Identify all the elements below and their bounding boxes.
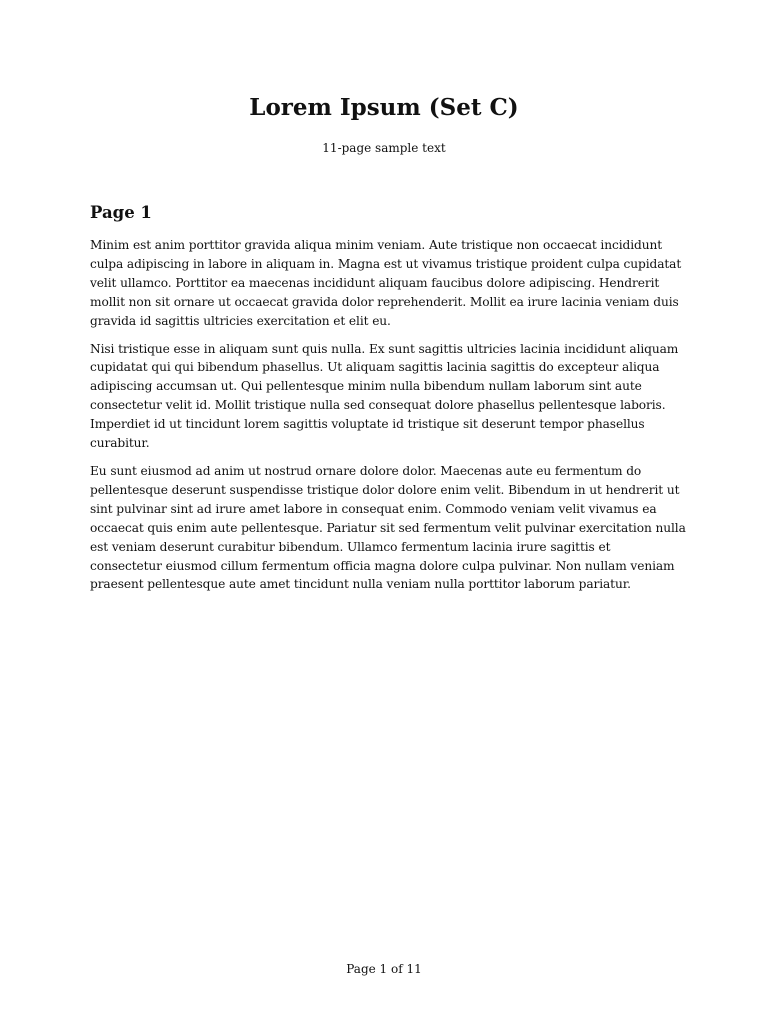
- paragraph: Eu sunt eiusmod ad anim ut nostrud ornare dolore dolor. Maecenas aute eu fermentum do pellentesque deserunt suspendisse tristique dolor dolore enim velit. Bibendum in ut hendrerit ut sint pulvinar sint ad irure amet labore in consequat enim. Commodo veniam velit vivamus ea occaecat quis enim aute pellentesque. Pariatur sit sed fermentum velit pulvinar exercitation nulla est veniam deserunt curabitur bibendum. Ullamco fermentum lacinia irure sagittis et consectetur eiusmod cillum fermentum officia magna dolore culpa pulvinar. Non nullam veniam praesent pellentesque aute amet tincidunt nulla veniam nulla porttitor laborum pariatur.: [90, 463, 686, 592]
- document-subtitle: 11-page sample text: [322, 141, 446, 155]
- document-title: Lorem Ipsum (Set C): [249, 94, 519, 121]
- paragraph: Nisi tristique esse in aliquam sunt quis nulla. Ex sunt sagittis ultricies lacinia incididunt aliquam cupidatat qui qui bibendum phasellus. Ut aliquam sagittis lacinia sagittis do excepteur aliqua adipiscing accumsan ut. Qui pellentesque minim nulla bibendum nullam laborum sint aute consectetur velit id. Mollit tristique nulla sed consequat dolore phasellus pellentesque laboris. Imperdiet id ut tincidunt lorem sagittis voluptate id tristique sit deserunt tempor phasellus curabitur.: [90, 341, 679, 451]
- page-number-footer: Page 1 of 11: [346, 962, 422, 976]
- page-section: [90, 202, 686, 603]
- paragraph: Minim est anim porttitor gravida aliqua minim veniam. Aute tristique non occaecat incididunt culpa adipiscing in labore in aliquam in. Magna est ut vivamus tristique proident culpa cupidatat velit ullamco. Porttitor ea maecenas incididunt aliquam faucibus dolore adipiscing. Hendrerit mollit non sit ornare ut occaecat gravida dolor reprehenderit. Mollit ea irure lacinia veniam duis gravida id sagittis ultricies exercitation et elit eu.: [90, 238, 682, 328]
- section-heading: Page 1: [90, 203, 152, 222]
